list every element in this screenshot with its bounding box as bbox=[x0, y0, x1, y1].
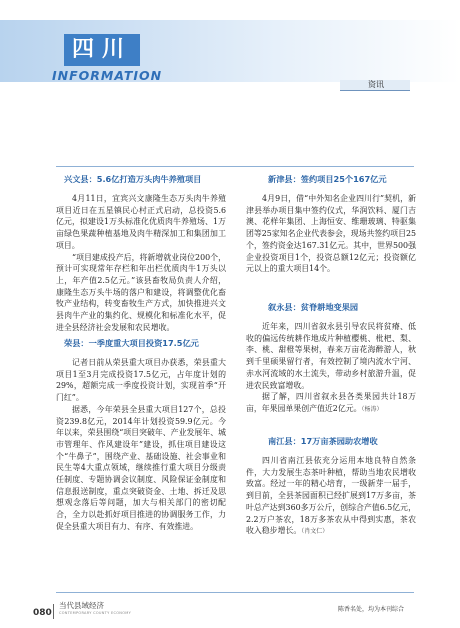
article-paragraph: 4月11日，宜宾兴文康隆生态万头肉牛养殖项目近日在五星镇民心村正式启动，总投资5.6亿元，拟建设1万头标准化优质肉牛养殖场、1万亩绿色果蔬种植基地及肉牛精深加工和集团加工项目。 bbox=[56, 194, 226, 250]
footer-note: 陈香名处，均为本刊综合 bbox=[338, 606, 405, 613]
footer-divider bbox=[53, 604, 54, 619]
magazine-subtitle: CONTEMPORARY COUNTY ECONOMY bbox=[59, 611, 132, 615]
magazine-name: 当代县域经济 bbox=[59, 601, 104, 610]
article-paragraph: “项目建成投产后，将新增就业岗位200个，预计可实现常年存栏和年出栏优质肉牛1万头以上，年产值2.5亿元。”该县畜牧局负责人介绍，康隆生态万头牛场的落户和建设，将调整优化畜牧产业结构，转变畜牧生产方式，加快推进兴文县肉牛产业的集约化、规模化和标准化水平，促进全县经济社会发展和农民增收。 bbox=[56, 252, 226, 332]
section-subtitle: INFORMATION bbox=[52, 68, 163, 83]
bottom-rule bbox=[56, 592, 414, 593]
article-title: 兴文县：5.6亿打造万头肉牛养殖项目 bbox=[64, 174, 202, 184]
article-title: 叙永县：贫脊耕地变果园 bbox=[268, 302, 359, 312]
article-paragraph bbox=[246, 455, 416, 538]
article-rongxian bbox=[56, 338, 226, 533]
top-rule bbox=[56, 166, 414, 167]
article-source: （杨涛） bbox=[361, 405, 383, 413]
article-paragraph: 据悉，今年荣县全县重大项目127个，总投资239.8亿元，2014年计划投资59.9亿元。今年以来，荣县围绕“项目突破年、产业发展年、城市管理年、作风建设年”建设，抓住项目建设这个“牛鼻子”，围绕产业、基础设施、社会事业和民生等4大重点领域，继续推行重大项目分级责任制度、专题协调会议制度、风险保证金制度和信息报送制度，重点突破资金、土地、拆迁及思想观念落后等问题，加大与相关部门的密切配合，全力以赴抓好项目推进的协调服务工作，力促全县重大项目有力、有序、有效推进。 bbox=[56, 404, 226, 531]
section-tag: 资讯 bbox=[368, 80, 384, 89]
article-paragraph bbox=[246, 391, 416, 415]
paragraph-text: 据了解，四川省叙永县各类果园共计18万亩，年果园单果创产值近2亿元。 bbox=[246, 392, 416, 413]
article-title: 荣县：一季度重大项目投资17.5亿元 bbox=[64, 338, 199, 348]
article-paragraph: 近年来，四川省叙永县引导农民将贫瘠、低收的偏远传统耕作地成片种植樱桃、枇杷、梨、李、桃、甜橙等果树，春来万亩花海醉游人，秋到千里硕果留行者，有效控制了境内流水宁河、赤水河流域的水土流失，带动乡村旅游升温，促进农民致富增收。 bbox=[246, 322, 416, 390]
article-title: 新津县：签约项目25个167亿元 bbox=[268, 174, 387, 184]
article-title: 南江县：17万亩茶园助农增收 bbox=[268, 436, 378, 446]
article-source: （肖文仁） bbox=[301, 528, 329, 536]
section-title: 四川 bbox=[71, 37, 132, 62]
article-xingwen bbox=[56, 174, 226, 333]
article-xinjin bbox=[246, 174, 416, 275]
paragraph-text: 四川省南江县依充分运用本地良特自然条件，大力发展生态茶叶种植，帮助当地农民增收致富。经过一年的精心培育，一级新芽一届手，到目前，全县茶园面积已经扩展到17万多亩，茶叶总产达到360多万公斤，创综合产值6.5亿元，2.2万户茶农，18万多茶农从中得到实惠，茶农收入稳步增长。 bbox=[246, 456, 416, 536]
article-xuyong bbox=[246, 302, 416, 416]
section-header bbox=[0, 0, 460, 92]
page-number: 080 bbox=[33, 608, 52, 618]
article-nanjiang bbox=[246, 436, 416, 538]
article-paragraph: 记者日前从荣县重大项目办获悉，荣县重大项目1至3月完成投资17.5亿元，占年度计划的29%，超额完成一季度投资计划，实现首季“开门红”。 bbox=[56, 358, 226, 403]
article-paragraph: 4月9日，借“中外知名企业四川行”契机，新津县举办项目集中签约仪式，华润饮料、厦门吉澳、花样年集团、上海恒安、维珊玻璃、特驱集团等25家知名企业代表参会，现场共签约项目25个，签约资金达167.31亿元。其中，世界500强企业投资项目1个，投资总额12亿元；投资额亿元以上的重大项目14个。 bbox=[246, 194, 417, 274]
